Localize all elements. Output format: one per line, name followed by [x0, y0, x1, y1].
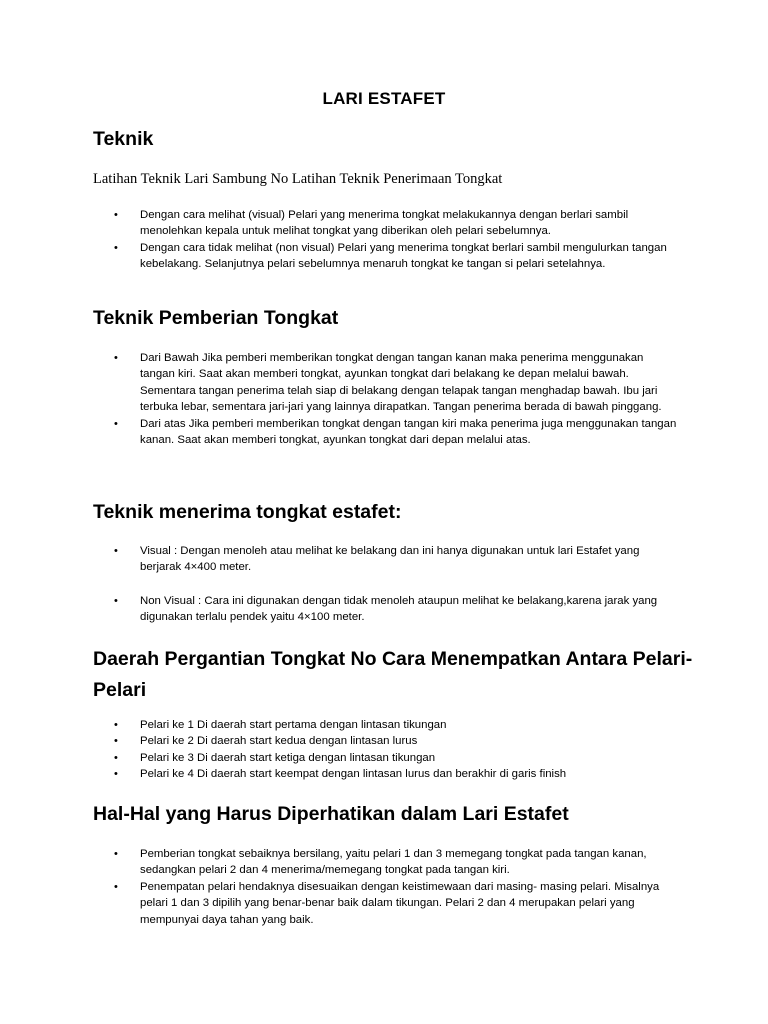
heading-teknik: Teknik [93, 128, 154, 150]
list-item: • Dari atas Jika pemberi memberikan tongkat dengan tangan kiri maka penerima juga menggunakan tangan kanan. Saat akan memberi tongkat, ayunkan tongkat dari depan melalui atas. [114, 417, 677, 447]
menerima-list [0, 543, 680, 626]
list-item: • Dengan cara melihat (visual) Pelari yang menerima tongkat melakukannya dengan berlari sambil menolehkan kepala untuk melihat tongkat yang diberikan oleh pelari sebelumnya. [114, 209, 629, 238]
list-item: • Visual : Dengan menoleh atau melihat ke belakang dan ini hanya digunakan untuk lari Estafet yang berjarak 4×400 meter. [114, 545, 640, 574]
bullet-icon: • [114, 751, 118, 764]
document-title: LARI ESTAFET [322, 89, 446, 108]
bullet-icon: • [114, 735, 118, 748]
list-item: • Penempatan pelari hendaknya disesuaikan dengan keistimewaan dari masing- masing pelari. Misalnya pelari 1 dan 3 dipilih yang benar-benar baik dalam tikungan. Pelari 2 dan 4 merupakan pelari yang mempunyai daya tahan yang baik. [114, 880, 660, 926]
teknik-intro: Latihan Teknik Lari Sambung No Latihan Teknik Penerimaan Tongkat [93, 171, 503, 187]
bullet-icon: • [114, 352, 118, 364]
teknik-list [0, 207, 680, 273]
list-item: • Pemberian tongkat sebaiknya bersilang, yaitu pelari 1 dan 3 memegang tongkat pada tangan kanan, sedangkan pelari 2 dan 4 menerima/memegang tongkat pada tangan kiri. [114, 848, 647, 877]
bullet-icon: • [114, 417, 118, 430]
daerah-list [0, 717, 680, 783]
bullet-icon: • [114, 209, 118, 221]
heading-daerah: Daerah Pergantian Tongkat No Cara Menempatkan Antara Pelari-Pelari [93, 648, 693, 701]
pemberian-list [0, 350, 680, 448]
bullet-icon: • [114, 594, 118, 607]
heading-menerima: Teknik menerima tongkat estafet: [93, 501, 402, 523]
list-item: • Pelari ke 2 Di daerah start kedua dengan lintasan lurus [0, 733, 680, 749]
heading-hal: Hal-Hal yang Harus Diperhatikan dalam Lari Estafet [93, 803, 569, 825]
bullet-icon: • [114, 719, 118, 731]
bullet-icon: • [114, 848, 118, 860]
list-item: • Non Visual : Cara ini digunakan dengan tidak menoleh ataupun melihat ke belakang,karena jarak yang digunakan terlalu pendek yaitu 4×100 meter. [114, 594, 658, 624]
list-item: • Pelari ke 1 Di daerah start pertama dengan lintasan tikungan [0, 717, 680, 733]
hal-list [0, 846, 680, 928]
bullet-icon: • [114, 768, 118, 781]
list-item: • Dengan cara tidak melihat (non visual) Pelari yang menerima tongkat berlari sambil mengulurkan tangan kebelakang. Selanjutnya pelari sebelumnya menaruh tongkat ke tangan si pelari setelahnya. [114, 241, 667, 271]
list-item: • Pelari ke 3 Di daerah start ketiga dengan lintasan tikungan [0, 750, 680, 766]
bullet-icon: • [114, 880, 118, 893]
heading-pemberian: Teknik Pemberian Tongkat [93, 307, 339, 329]
list-item: • Dari Bawah Jika pemberi memberikan tongkat dengan tangan kanan maka penerima menggunakan tangan kiri. Saat akan memberi tongkat, ayunkan tongkat dari belakang ke depan melalui bawah. Sementara tangan penerima telah siap di belakang dengan telapak tangan menghadap bawah. Ibu jari terbuka lebar, sementara jari-jari yang lainnya dirapatkan. Tangan penerima berada di bawah pinggang. [114, 352, 662, 414]
bullet-icon: • [114, 545, 118, 557]
bullet-icon: • [114, 241, 118, 254]
list-item: • Pelari ke 4 Di daerah start keempat dengan lintasan lurus dan berakhir di garis finish [0, 766, 680, 782]
